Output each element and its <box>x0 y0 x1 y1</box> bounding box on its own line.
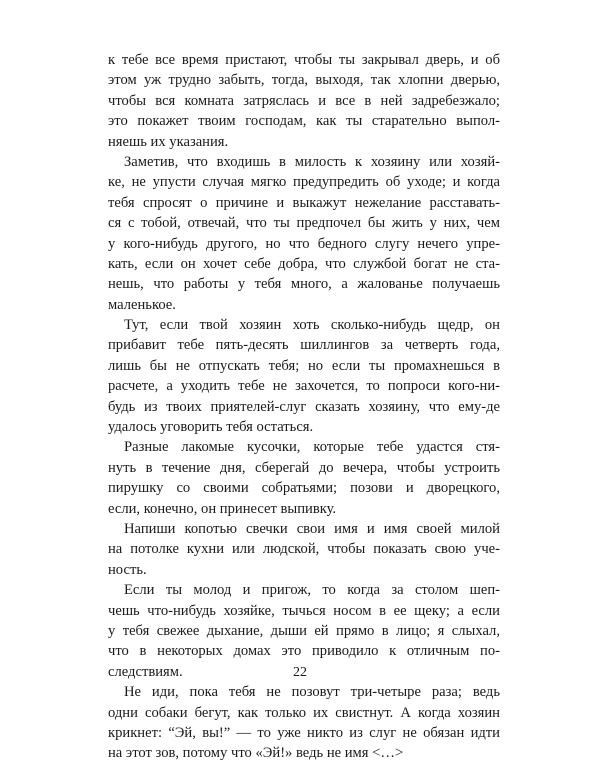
text-line: прибавит тебе пять-десять шиллингов за четверть года, <box>108 337 500 354</box>
paragraph <box>108 50 500 152</box>
text-line: ность. <box>108 561 147 578</box>
text-line: это покажет твоим господам, как ты старательно выпол- <box>108 113 500 130</box>
text-line: на потолке кухни или людской, чтобы показать свою уче- <box>108 541 500 558</box>
text-line: нешь, что работы у тебя много, а жалованье получаешь <box>108 276 500 293</box>
text-line: чешь что-нибудь хозяйке, тычься носом в ее щеку; а если <box>108 602 500 619</box>
text-line: кать, если он хочет себе добра, что службой богат не ста- <box>108 255 500 272</box>
text-line: будь из твоих приятелей-слуг сказать хозяину, что ему-де <box>108 398 500 415</box>
text-line: крикнет: “Эй, вы!” — то уже никто из слуг не обязан идти <box>108 724 500 741</box>
text-line: ке, не упусти случая мягко предупредить об уходе; и когда <box>108 174 500 191</box>
text-line: Напиши копотью свечки свои имя и имя своей милой <box>124 520 500 537</box>
text-line: расчете, а уходить тебе не захочется, то попроси кого-ни- <box>108 378 500 395</box>
text-line: нуть в течение дня, сберегай до вечера, чтобы устроить <box>108 459 500 476</box>
paragraph <box>108 315 500 437</box>
text-line: лишь бы не отпускать тебя; но если ты промахнешься в <box>108 357 500 374</box>
text-line: следствиям. <box>108 663 183 680</box>
text-line: Не иди, пока тебя не позовут три-четыре раза; ведь <box>124 684 500 701</box>
text-line: ся с тобой, отвечай, что ты предпочел бы жить у них, чем <box>108 215 500 232</box>
text-line: что в некоторых домах это приводило к отличным по- <box>108 643 500 660</box>
text-line: одни собаки бегут, как только их свистнут. А когда хозяин <box>108 704 500 721</box>
body-text <box>108 50 500 764</box>
text-line: этом уж трудно забыть, тогда, выходя, так хлопни дверью, <box>108 72 500 89</box>
page-number: 22 <box>293 665 307 680</box>
text-line: чтобы вся комната затряслась и все в ней задребезжало; <box>108 92 500 109</box>
text-line: на этот зов, потому что «Эй!» ведь не имя <…> <box>108 745 404 762</box>
text-line: пирушку со своими собратьями; позови и дворецкого, <box>108 480 500 497</box>
paragraph <box>108 152 500 315</box>
text-line: Если ты молод и пригож, то когда за столом шеп- <box>124 582 500 599</box>
text-line: Тут, если твой хозяин хоть сколько-нибудь щедр, он <box>124 317 500 334</box>
text-line: к тебе все время пристают, чтобы ты закрывал дверь, и об <box>108 52 500 68</box>
text-line: няешь их указания. <box>108 133 229 150</box>
text-line: тебя спросят о причине и выкажут нежелание расставать- <box>108 194 500 211</box>
text-line: Заметив, что входишь в милость к хозяину или хозяй- <box>124 153 500 170</box>
paragraph <box>108 682 500 764</box>
text-line: у тебя свежее дыхание, дыши ей прямо в лицо; я слыхал, <box>108 622 500 639</box>
text-line: удалось уговорить тебя остаться. <box>108 419 314 436</box>
text-line: маленькое. <box>108 296 176 313</box>
text-line: у кого-нибудь другого, но что бедного слугу нечего упре- <box>108 235 500 252</box>
paragraph <box>108 519 500 580</box>
text-line: Разные лакомые кусочки, которые тебе удастся стя- <box>124 439 500 456</box>
text-line: если, конечно, он принесет выпивку. <box>108 500 337 517</box>
paragraph <box>108 437 500 519</box>
